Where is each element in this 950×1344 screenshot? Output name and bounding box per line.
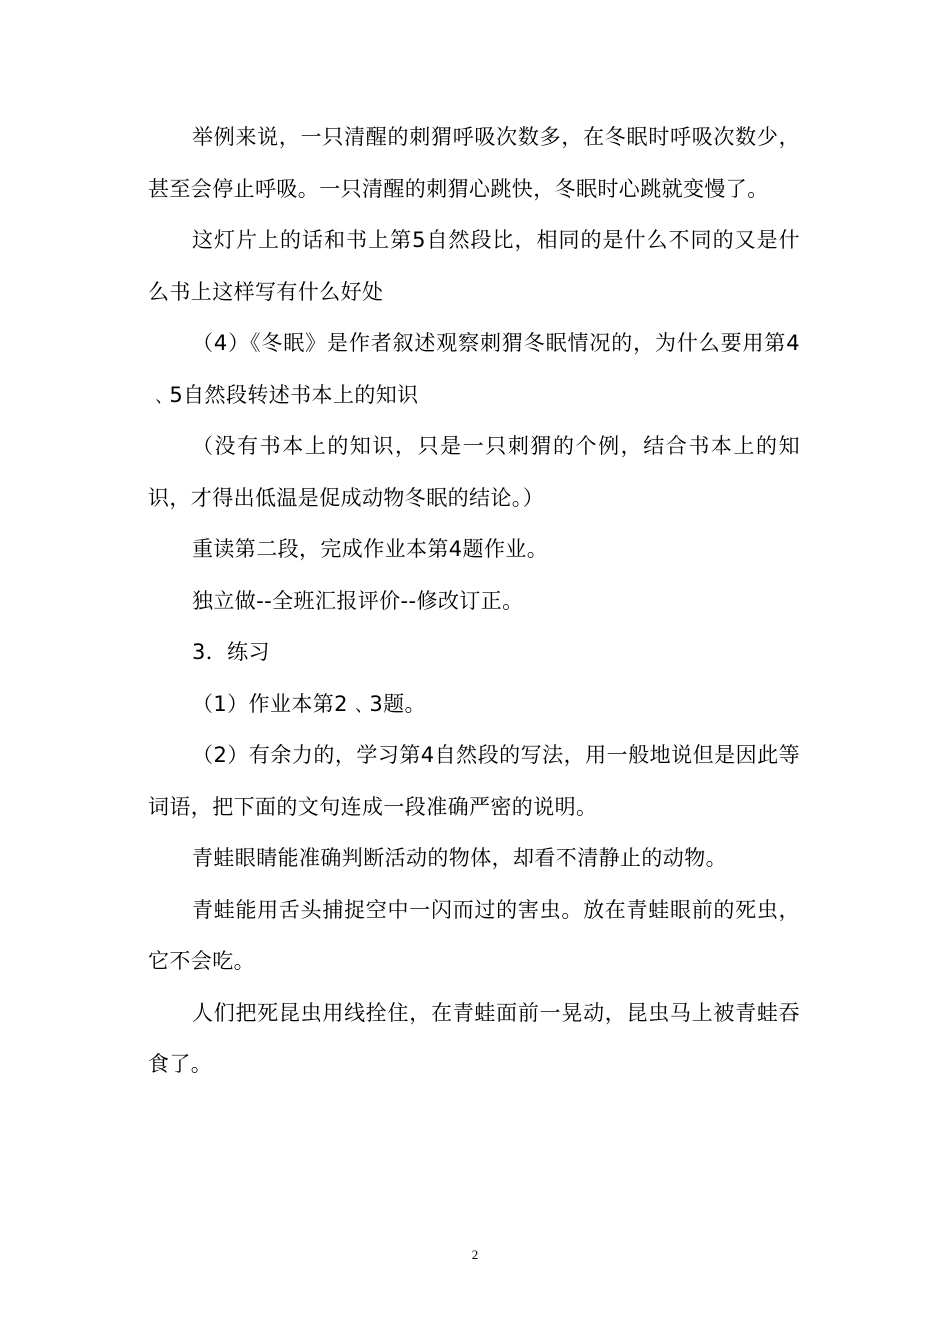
paragraph-answer-4: （没有书本上的知识，只是一只刺猬的个例，结合书本上的知识，才得出低温是促成动物冬眠的结论。） [148,434,800,510]
paragraph-exercise-2: （2）有余力的，学习第4自然段的写法，用一般地说但是因此等词语，把下面的文句连成一段准确严密的说明。 [148,743,800,819]
paragraph-independent-work: 独立做--全班汇报评价--修改订正。 [192,588,524,613]
paragraph-frog-insect: 人们把死昆虫用线拴住，在青蛙面前一晃动，昆虫马上被青蛙吞食了。 [148,1000,800,1076]
page-number: 2 [471,1247,479,1262]
page-body [148,112,800,1091]
paragraph-hedgehog-example: 举例来说，一只清醒的刺猬呼吸次数多，在冬眠时呼吸次数少，甚至会停止呼吸。一只清醒的刺猬心跳快，冬眠时心跳就变慢了。 [148,125,800,201]
paragraph-reread-instruction: 重读第二段，完成作业本第4题作业。 [192,537,549,561]
paragraph-question-4: （4）《冬眠》是作者叙述观察刺猬冬眠情况的，为什么要用第4﹑5自然段转述书本上的知识 [148,331,800,407]
section-heading-practice: 3．练习 [192,640,270,664]
paragraph-frog-tongue: 青蛙能用舌头捕捉空中一闪而过的害虫。放在青蛙眼前的死虫，它不会吃。 [148,897,800,973]
paragraph-slide-comparison: 这灯片上的话和书上第5自然段比，相同的是什么不同的又是什么书上这样写有什么好处 [148,228,800,304]
paragraph-exercise-1: （1）作业本第2﹑3题。 [192,691,426,716]
paragraph-frog-eyes: 青蛙眼睛能准确判断活动的物体，却看不清静止的动物。 [192,846,727,870]
